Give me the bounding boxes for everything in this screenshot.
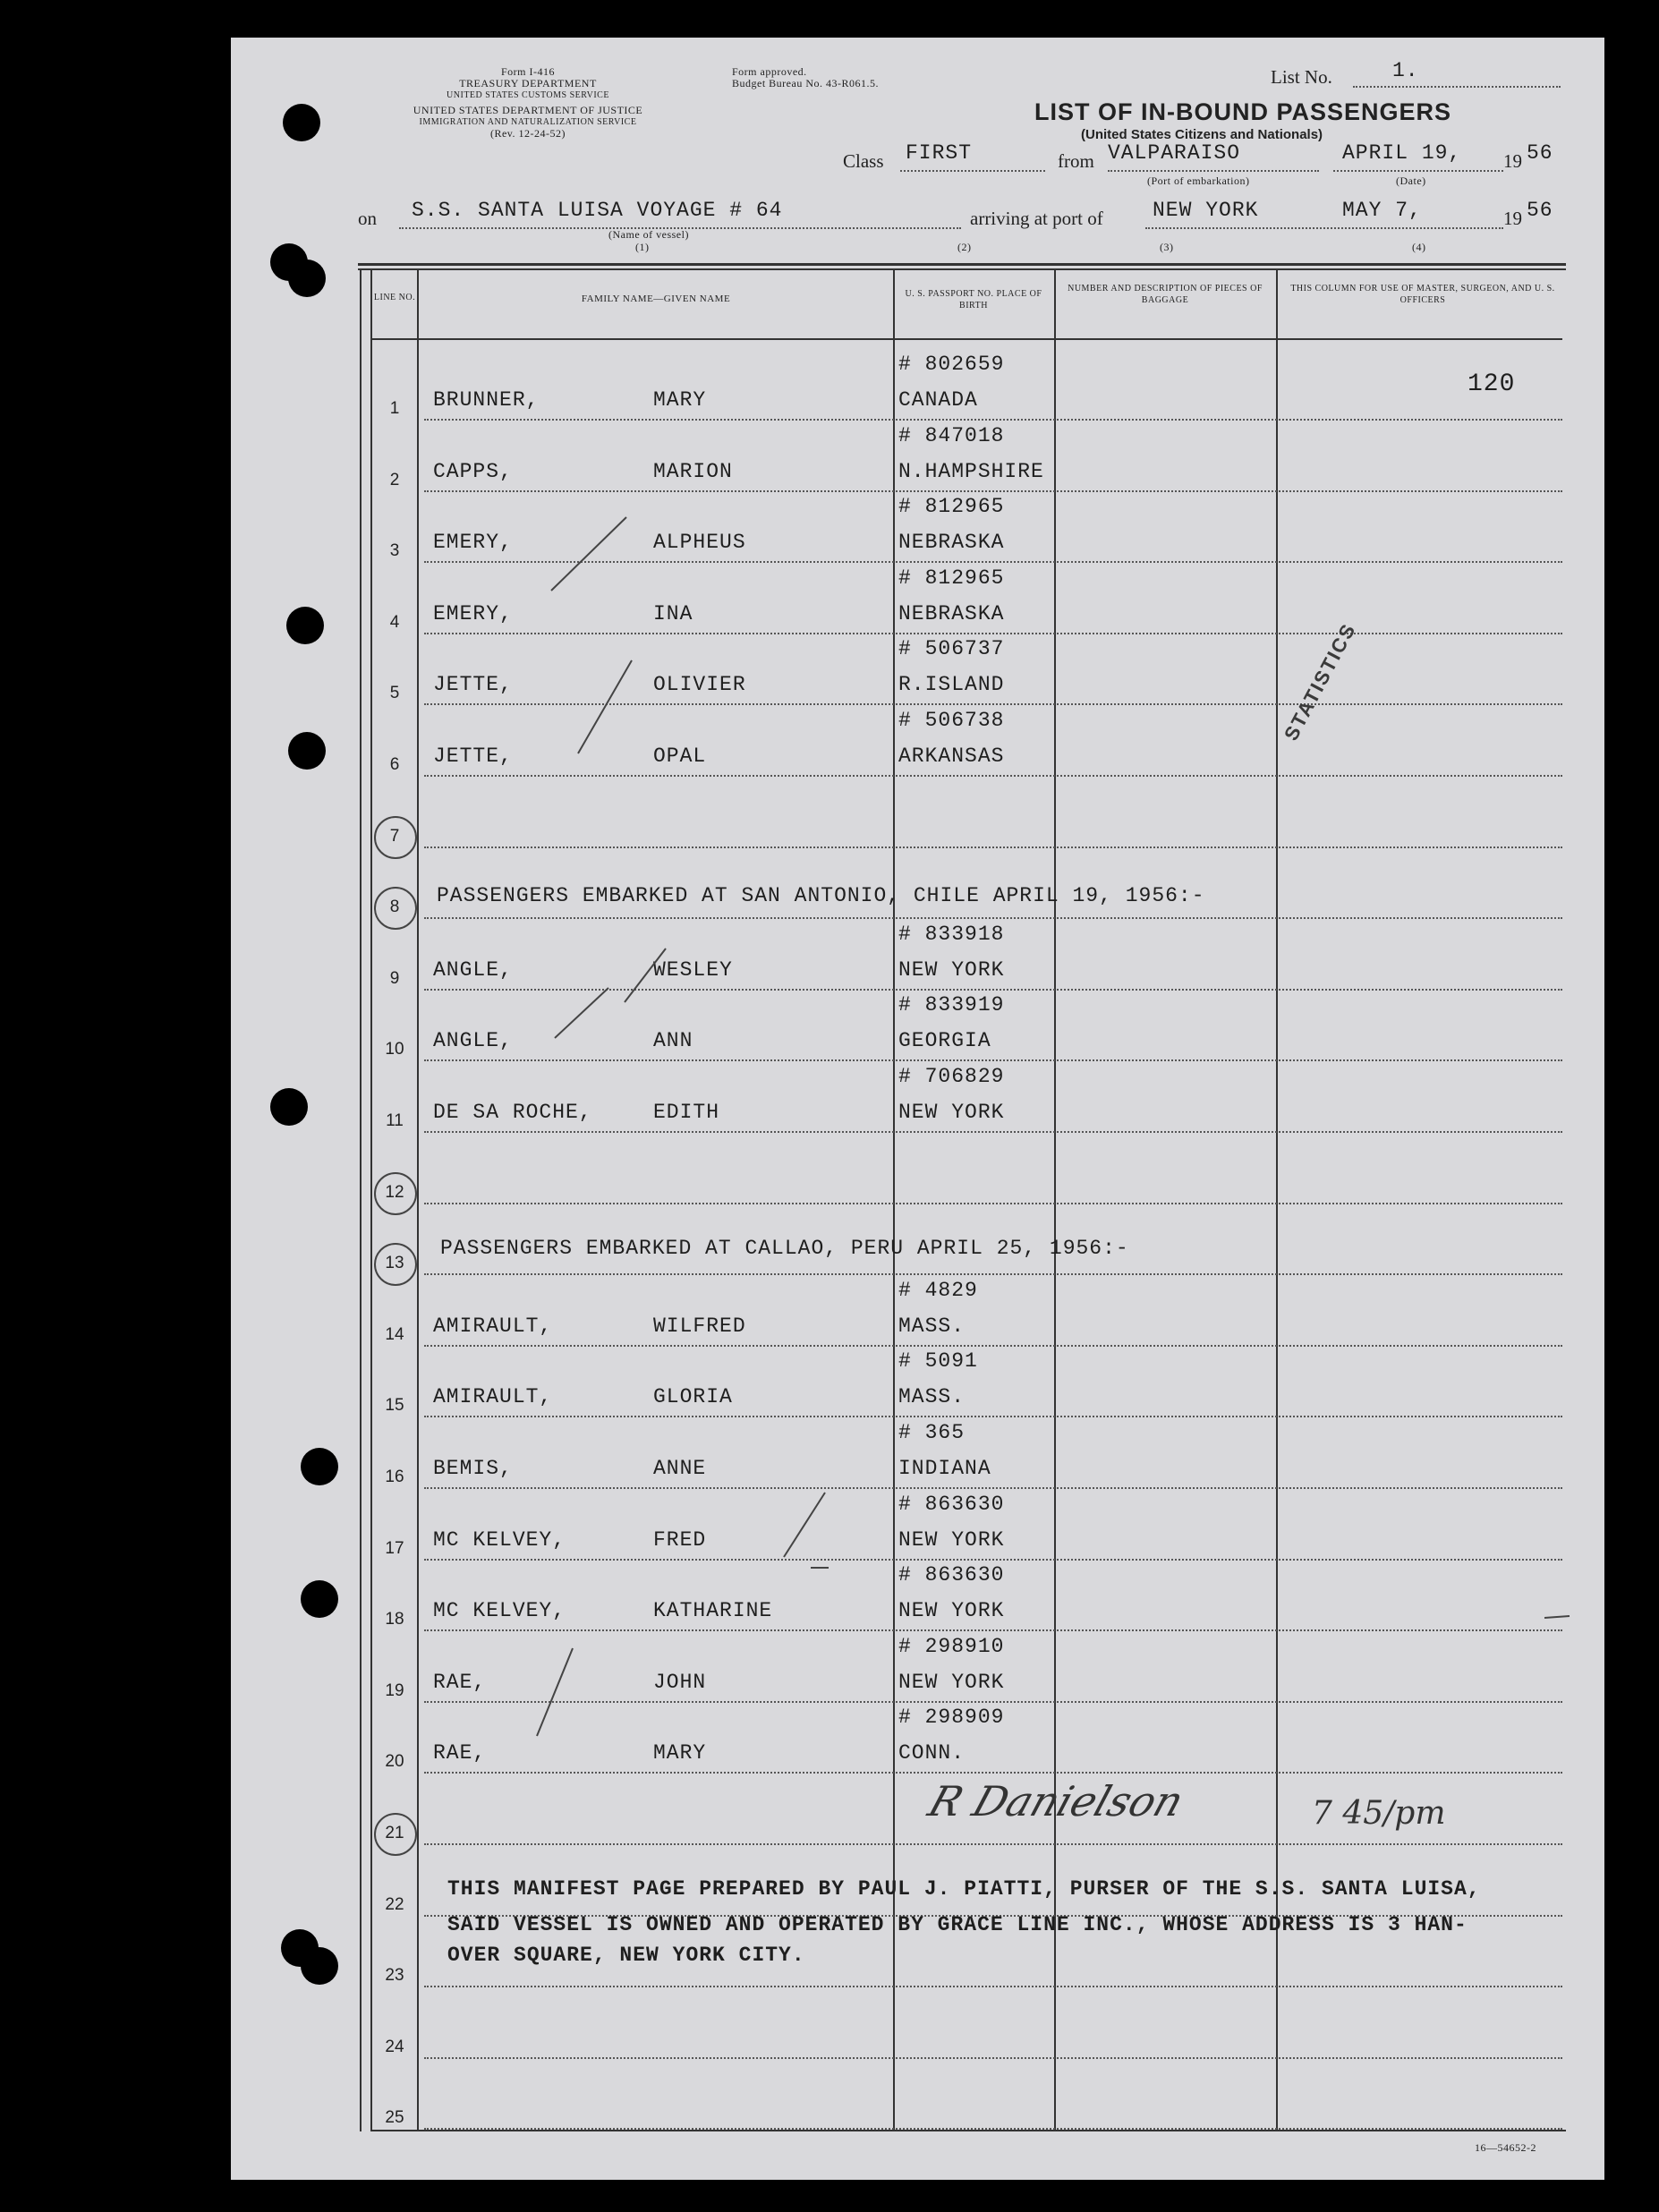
- family-name: RAE,: [433, 1741, 487, 1765]
- passport-number: # 506738: [898, 709, 1005, 732]
- line-number: 11: [386, 1111, 404, 1130]
- check-mark: [551, 517, 626, 591]
- arrival-year-value: 56: [1527, 199, 1553, 222]
- form-title: LIST OF IN-BOUND PASSENGERS: [1034, 98, 1452, 125]
- passport-number: # 863630: [898, 1563, 1005, 1587]
- line-number: 21: [385, 1824, 404, 1842]
- line-number: 10: [385, 1040, 404, 1059]
- place-of-birth: MASS.: [898, 1314, 966, 1338]
- given-name: ALPHEUS: [653, 531, 746, 554]
- place-of-birth: NEW YORK: [898, 1599, 1005, 1622]
- line-number: 24: [385, 2038, 404, 2056]
- given-name: FRED: [653, 1528, 707, 1552]
- given-name: MARION: [653, 460, 733, 483]
- family-name: MC KELVEY,: [433, 1599, 566, 1622]
- line-number: 25: [385, 2108, 404, 2127]
- line-number: 2: [389, 471, 400, 489]
- departure-year-value: 56: [1527, 141, 1553, 165]
- family-name: RAE,: [433, 1671, 487, 1694]
- header-officers: THIS COLUMN FOR USE OF MASTER, SURGEON, AND U. S. OFFICERS: [1290, 284, 1555, 305]
- from-label: from: [1058, 150, 1094, 172]
- line-number: 17: [385, 1539, 404, 1558]
- departure-date-value: APRIL 19,: [1342, 141, 1462, 165]
- passport-number: # 4829: [898, 1279, 978, 1302]
- check-mark: [1544, 1616, 1570, 1618]
- passport-number: # 5091: [898, 1349, 978, 1373]
- given-name: ANN: [653, 1029, 693, 1052]
- column-1-caption: (1): [635, 241, 650, 253]
- line-number: 14: [385, 1325, 404, 1344]
- form-footer-code: 16—54652-2: [1475, 2141, 1536, 2154]
- passport-number: # 706829: [898, 1065, 1005, 1088]
- class-label: Class: [843, 150, 884, 172]
- passport-number: # 365: [898, 1421, 966, 1444]
- header-baggage: NUMBER AND DESCRIPTION OF PIECES OF BAGGAGE: [1068, 284, 1263, 305]
- form-subtitle: (United States Citizens and Nationals): [1081, 127, 1323, 142]
- line-number: 19: [385, 1681, 404, 1700]
- passport-number: # 298909: [898, 1706, 1005, 1729]
- passport-number: # 812965: [898, 495, 1005, 518]
- place-of-birth: N.HAMPSHIRE: [898, 460, 1044, 483]
- customs-label: UNITED STATES CUSTOMS SERVICE: [447, 90, 609, 100]
- line-number: 4: [389, 613, 400, 632]
- given-name: WESLEY: [653, 958, 733, 982]
- family-name: EMERY,: [433, 602, 513, 625]
- treasury-label: TREASURY DEPARTMENT: [459, 77, 597, 89]
- family-name: BRUNNER,: [433, 388, 540, 412]
- statistics-stamp: STATISTICS: [1280, 618, 1361, 744]
- officer-note: 120: [1468, 370, 1516, 398]
- family-name: EMERY,: [433, 531, 513, 554]
- line-number: 15: [385, 1396, 404, 1415]
- passport-number: # 506737: [898, 637, 1005, 660]
- line-number: 5: [389, 684, 400, 702]
- line-number: 13: [385, 1254, 404, 1272]
- given-name: GLORIA: [653, 1385, 733, 1408]
- arrival-year-prefix: 19: [1503, 208, 1522, 229]
- family-name: CAPPS,: [433, 460, 513, 483]
- line-number: 22: [385, 1895, 404, 1914]
- given-name: WILFRED: [653, 1314, 746, 1338]
- form-approved: Form approved.: [732, 65, 807, 78]
- date-caption: (Date): [1396, 174, 1426, 187]
- header-family-name: FAMILY NAME—GIVEN NAME: [581, 294, 731, 304]
- manifest-statement-line-2: SAID VESSEL IS OWNED AND OPERATED BY GRACE LINE INC., WHOSE ADDRESS IS 3 HAN-: [447, 1913, 1468, 1936]
- given-name: MARY: [653, 1741, 707, 1765]
- check-mark: [784, 1493, 825, 1557]
- passport-number: # 298910: [898, 1635, 1005, 1658]
- place-of-birth: ARKANSAS: [898, 744, 1005, 768]
- line-number: 12: [385, 1183, 404, 1202]
- form-number: Form I-416: [501, 65, 555, 78]
- header-passport: U. S. PASSPORT NO. PLACE OF BIRTH: [905, 289, 1042, 311]
- family-name: DE SA ROCHE,: [433, 1101, 592, 1124]
- line-number: 18: [385, 1610, 404, 1629]
- given-name: OPAL: [653, 744, 707, 768]
- ins-label: IMMIGRATION AND NATURALIZATION SERVICE: [419, 117, 637, 127]
- family-name: BEMIS,: [433, 1457, 513, 1480]
- place-of-birth: INDIANA: [898, 1457, 991, 1480]
- passport-number: # 833918: [898, 923, 1005, 946]
- family-name: MC KELVEY,: [433, 1528, 566, 1552]
- budget-bureau: Budget Bureau No. 43-R061.5.: [732, 77, 879, 89]
- passport-number: # 802659: [898, 353, 1005, 376]
- passport-number: # 812965: [898, 566, 1005, 590]
- callao-embarkation-note: PASSENGERS EMBARKED AT CALLAO, PERU APRIL 25, 1956:-: [440, 1237, 1129, 1260]
- arrival-port-value: NEW YORK: [1153, 199, 1259, 222]
- line-number: 23: [385, 1966, 404, 1985]
- column-3-caption: (3): [1160, 241, 1174, 253]
- arrival-date-value: MAY 7,: [1342, 199, 1422, 222]
- line-number: 7: [389, 827, 400, 846]
- on-label: on: [358, 208, 377, 229]
- check-mark: [555, 988, 608, 1038]
- line-number: 6: [389, 755, 400, 774]
- place-of-birth: CONN.: [898, 1741, 966, 1765]
- given-name: MARY: [653, 388, 707, 412]
- place-of-birth: NEBRASKA: [898, 602, 1005, 625]
- check-mark: [578, 660, 632, 753]
- vessel-caption: (Name of vessel): [608, 228, 689, 241]
- signature-time: 7 45/pm: [1312, 1795, 1446, 1832]
- class-value: FIRST: [906, 141, 973, 165]
- given-name: OLIVIER: [653, 673, 746, 696]
- family-name: JETTE,: [433, 744, 513, 768]
- port-of-embarkation-value: VALPARAISO: [1108, 141, 1241, 165]
- line-number: 8: [389, 898, 400, 916]
- given-name: ANNE: [653, 1457, 707, 1480]
- vessel-name-value: S.S. SANTA LUISA VOYAGE # 64: [412, 199, 783, 222]
- passport-number: # 863630: [898, 1493, 1005, 1516]
- list-number-label: List No.: [1271, 66, 1332, 88]
- header-line-no: LINE NO.: [373, 293, 416, 302]
- manifest-statement-line-1: THIS MANIFEST PAGE PREPARED BY PAUL J. PIATTI, PURSER OF THE S.S. SANTA LUISA,: [447, 1877, 1481, 1901]
- line-number: 9: [389, 969, 400, 988]
- inspector-signature: R Danielson: [923, 1777, 1190, 1825]
- revision-label: (Rev. 12-24-52): [489, 127, 566, 140]
- san-antonio-embarkation-note: PASSENGERS EMBARKED AT SAN ANTONIO, CHILE APRIL 19, 1956:-: [437, 884, 1205, 907]
- line-number: 20: [385, 1752, 404, 1771]
- line-number: 16: [385, 1468, 404, 1486]
- place-of-birth: CANADA: [898, 388, 978, 412]
- place-of-birth: NEW YORK: [898, 958, 1005, 982]
- line-number: 1: [389, 399, 400, 418]
- column-2-caption: (2): [957, 241, 972, 253]
- place-of-birth: R.ISLAND: [898, 673, 1005, 696]
- place-of-birth: NEW YORK: [898, 1101, 1005, 1124]
- family-name: JETTE,: [433, 673, 513, 696]
- place-of-birth: GEORGIA: [898, 1029, 991, 1052]
- family-name: ANGLE,: [433, 958, 513, 982]
- check-mark: [537, 1648, 573, 1736]
- family-name: AMIRAULT,: [433, 1385, 553, 1408]
- place-of-birth: NEW YORK: [898, 1671, 1005, 1694]
- passport-number: # 847018: [898, 424, 1005, 447]
- given-name: INA: [653, 602, 693, 625]
- family-name: ANGLE,: [433, 1029, 513, 1052]
- place-of-birth: NEBRASKA: [898, 531, 1005, 554]
- list-number-value: 1.: [1392, 59, 1419, 82]
- column-4-caption: (4): [1412, 241, 1426, 253]
- line-number: 3: [389, 541, 400, 560]
- departure-year-prefix: 19: [1503, 150, 1522, 172]
- place-of-birth: MASS.: [898, 1385, 966, 1408]
- justice-label: UNITED STATES DEPARTMENT OF JUSTICE: [413, 104, 643, 116]
- given-name: JOHN: [653, 1671, 707, 1694]
- arriving-label: arriving at port of: [970, 208, 1103, 229]
- given-name: KATHARINE: [653, 1599, 773, 1622]
- place-of-birth: NEW YORK: [898, 1528, 1005, 1552]
- manifest-statement-line-3: OVER SQUARE, NEW YORK CITY.: [447, 1944, 805, 1967]
- passport-number: # 833919: [898, 993, 1005, 1017]
- check-mark: [625, 949, 666, 1002]
- port-caption: (Port of embarkation): [1147, 174, 1250, 187]
- family-name: AMIRAULT,: [433, 1314, 553, 1338]
- given-name: EDITH: [653, 1101, 720, 1124]
